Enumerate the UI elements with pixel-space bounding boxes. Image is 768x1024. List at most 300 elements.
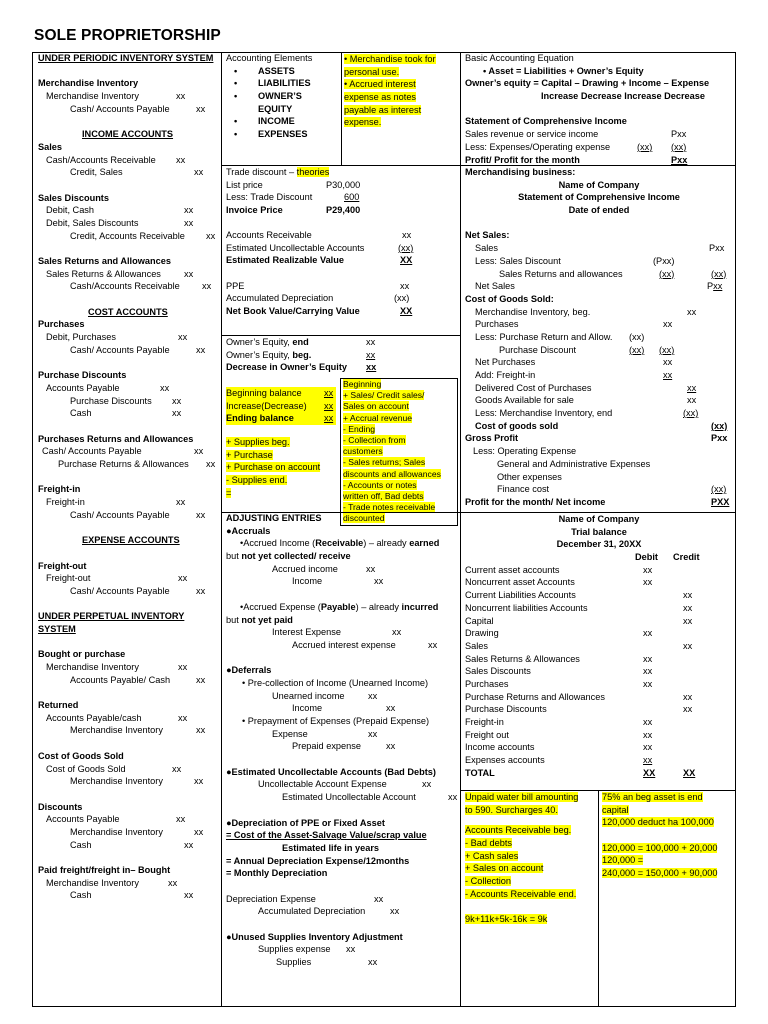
- journal-amount: xx: [202, 281, 212, 292]
- ar-note-line: [343, 469, 456, 480]
- adjusting-line: [226, 740, 458, 753]
- journal-line: [38, 521, 218, 534]
- asset-note-text: 120,000 = 100,000 + 20,000: [602, 842, 718, 853]
- journal-line: [38, 851, 218, 864]
- journal-line: [38, 115, 218, 128]
- equity-amount: xx: [366, 362, 377, 373]
- ar-note-line: [343, 446, 456, 457]
- trial-row: [465, 691, 733, 704]
- merch-line: [465, 496, 733, 509]
- adjusting-line: [226, 702, 458, 715]
- merch-line: [465, 432, 733, 445]
- supplies-section: [226, 436, 336, 499]
- journal-line: [38, 839, 218, 852]
- journal-line: [38, 509, 218, 522]
- supplies-line: [226, 461, 336, 474]
- merch-line: [465, 306, 733, 319]
- journal-amount: xx: [206, 230, 216, 241]
- trial-debit: xx: [643, 564, 653, 575]
- adjusting-line: [226, 550, 458, 563]
- ar-note-line: [343, 457, 456, 468]
- adjusting-text-bold: incurred: [401, 601, 439, 612]
- adjusting-text-bold: not yet collected/ receive: [241, 551, 351, 562]
- trial-debit: XX: [643, 767, 656, 778]
- owners-equity-section: [226, 336, 456, 374]
- merch-line: [465, 458, 733, 471]
- merch-amount: xx: [687, 395, 697, 406]
- company-name: Name of Company: [558, 179, 640, 190]
- journal-line: [38, 813, 218, 826]
- trial-row: [465, 665, 733, 678]
- journal-line: [38, 217, 218, 230]
- ar-note-text: - Accounts or notes: [343, 479, 417, 490]
- ar-note-text: - Sales returns; Sales: [343, 457, 426, 468]
- merch-amount: Pxx: [707, 281, 723, 292]
- adjusting-text-part: ) – already: [355, 601, 402, 612]
- sci-amount: (xx): [637, 141, 653, 152]
- journal-account: Paid freight/freight in– Bought: [38, 865, 171, 875]
- merch-label: Purchases: [475, 319, 519, 330]
- merch-label: Goods Available for sale: [475, 395, 574, 406]
- trade-line: [226, 166, 456, 179]
- element-label: EQUITY: [258, 103, 293, 114]
- journal-line: [38, 826, 218, 839]
- ar-note-text: discounted: [343, 513, 385, 524]
- journal-line: [38, 154, 218, 167]
- equity-label: Owner’s Equity, beg.: [226, 349, 312, 360]
- note-line: [344, 116, 456, 129]
- journal-amount: xx: [184, 205, 194, 216]
- ar-calc-text: Accounts Receivable beg.: [465, 825, 572, 836]
- ar-calc-line: [465, 901, 597, 914]
- adjusting-text: Income: [292, 576, 323, 587]
- merch-label: Other expenses: [497, 471, 562, 482]
- journal-line: [38, 712, 218, 725]
- journal-account: Merchandise Inventory: [38, 78, 139, 89]
- journal-line: [38, 141, 218, 154]
- adjusting-line: [226, 867, 458, 880]
- ar-note-text: - Ending: [343, 423, 376, 434]
- journal-line: [38, 750, 218, 763]
- page-title: SOLE PROPRIETORSHIP: [34, 27, 221, 44]
- journal-account: Accounts Payable/ Cash: [70, 674, 171, 685]
- adjusting-text: • Pre-collection of Income (Unearned Income): [242, 677, 429, 688]
- adjusting-line: [226, 525, 458, 538]
- adjusting-text: Unearned income: [272, 690, 345, 701]
- journal-amount: xx: [176, 814, 186, 825]
- note-line: [344, 104, 456, 117]
- journal-line: [38, 280, 218, 293]
- valuation-line: [226, 229, 456, 242]
- trial-account: Sales Returns & Allowances: [465, 653, 580, 664]
- trial-row: [465, 716, 733, 729]
- adjusting-text: Supplies: [276, 957, 312, 968]
- valuation-amount: xx: [402, 230, 412, 240]
- asset-note-line: [602, 829, 734, 842]
- journal-line: [38, 192, 218, 205]
- journal-amount: xx: [168, 877, 178, 888]
- merch-label: Net Sales: [475, 281, 515, 292]
- adjusting-line: [226, 931, 458, 944]
- asset-note-text: 75% an beg asset is end: [602, 792, 703, 802]
- adjusting-line: [226, 677, 458, 690]
- merch-label: General and Administrative Expenses: [497, 458, 651, 469]
- journal-account: Cost of Goods Sold: [38, 750, 124, 761]
- trial-credit: xx: [683, 704, 693, 715]
- ar-note-line: [343, 379, 456, 390]
- journal-line: [38, 737, 218, 750]
- valuation-amount: xx: [400, 280, 410, 291]
- adjusting-text: Interest Expense: [272, 627, 341, 638]
- journal-line: [38, 598, 218, 611]
- journal-line: [38, 445, 218, 458]
- supplies-text: - Supplies end.: [226, 475, 288, 486]
- journal-line: [38, 572, 218, 585]
- journal-account: Purchases: [38, 319, 85, 330]
- element-item: [226, 103, 338, 116]
- note-line: [344, 91, 456, 104]
- adjusting-line: [226, 842, 458, 855]
- trade-line: [226, 204, 456, 217]
- spacer: [465, 816, 597, 824]
- equation-direction-labels: Increase Decrease Increase Decrease: [541, 91, 705, 102]
- merch-label: Net Purchases: [475, 357, 536, 368]
- journal-account: Merchandise Inventory: [70, 776, 163, 787]
- merch-label: Less: Sales Discount: [475, 255, 561, 266]
- trial-debit: xx: [643, 678, 653, 689]
- trial-row: [465, 589, 733, 602]
- note-text: • Merchandise took for: [344, 54, 436, 64]
- journal-account: Merchandise Inventory: [70, 725, 163, 736]
- valuation-label: Accumulated Depreciation: [226, 293, 334, 304]
- asset-note-text: capital: [602, 804, 629, 815]
- adjusting-line: [226, 614, 458, 627]
- journal-amount: xx: [172, 395, 182, 406]
- journal-account: Freight-out: [38, 560, 87, 571]
- journal-line: [38, 699, 218, 712]
- journal-line: [38, 661, 218, 674]
- ar-note-text: Sales on account: [343, 401, 409, 412]
- adjusting-text: •Accrued Expense (Payable) – already incurred: [240, 601, 439, 612]
- adjusting-text: Expense: [272, 728, 308, 739]
- journal-line: [38, 407, 218, 420]
- supplies-text: + Purchase: [226, 449, 273, 460]
- adjusting-text: Accrued interest expense: [292, 639, 396, 650]
- note-text: payable as interest: [344, 104, 422, 115]
- journal-account: Merchandise Inventory: [46, 91, 139, 102]
- trade-discount-section: [226, 166, 456, 217]
- trial-column-headers: [465, 551, 733, 564]
- adjusting-text-bold: not yet paid: [241, 614, 293, 625]
- trial-company-name: Name of Company: [558, 514, 640, 524]
- supplies-text: + Purchase on account: [226, 462, 321, 473]
- supplies-text: + Supplies beg.: [226, 437, 290, 447]
- water-note-text: to 590. Surcharges 40.: [465, 804, 558, 815]
- ar-calc-line: [465, 850, 597, 863]
- adjusting-line: [226, 690, 458, 703]
- adjusting-line: [226, 766, 458, 779]
- ar-note-text: - Trade notes receivable: [343, 502, 436, 513]
- ar-calc-line: [465, 875, 597, 888]
- adjusting-text-bold: Payable: [320, 601, 356, 612]
- accounting-elements: [226, 52, 338, 141]
- trial-credit: xx: [683, 640, 693, 651]
- journal-amount: xx: [172, 408, 182, 419]
- journal-line: [38, 724, 218, 737]
- trial-account: Sales Discounts: [465, 666, 531, 677]
- journal-line: [38, 636, 218, 649]
- sci-line: [465, 154, 733, 167]
- balance-highlight: [226, 387, 336, 400]
- journal-amount: xx: [184, 890, 194, 901]
- journal-line: [38, 382, 218, 395]
- divider: [221, 52, 222, 1007]
- journal-line: [38, 686, 218, 699]
- journal-amount: xx: [196, 344, 206, 355]
- journal-line: [38, 674, 218, 687]
- merch-amount: xx: [663, 319, 673, 330]
- adjusting-line: [226, 791, 458, 804]
- journal-line: [38, 395, 218, 408]
- journal-account: Discounts: [38, 801, 83, 812]
- journal-line: [38, 433, 218, 446]
- adjusting-text: Income: [292, 703, 323, 714]
- basic-equation-line: • Asset = Liabilities + Owner’s Equity: [483, 65, 644, 76]
- ar-calc-line: [465, 862, 597, 875]
- adjusting-line: [226, 804, 458, 817]
- adjusting-line: [226, 855, 458, 868]
- adjusting-amount: xx: [386, 703, 396, 714]
- trial-account: Freight-in: [465, 717, 504, 727]
- merchandise-note: [344, 53, 456, 129]
- bullet-icon: •: [234, 91, 238, 102]
- merch-line: [465, 255, 733, 268]
- journal-line: [38, 179, 218, 192]
- periodic-perpetual-journal-column: [38, 52, 218, 902]
- journal-account: Merchandise Inventory: [70, 826, 163, 837]
- adjusting-amount: xx: [366, 563, 376, 574]
- merch-label: Purchase Discount: [499, 344, 577, 355]
- sci-label: Profit/ Profit for the month: [465, 154, 580, 165]
- journal-amount: xx: [196, 725, 206, 736]
- balance-amount: xx: [324, 400, 334, 411]
- journal-amount: xx: [184, 839, 194, 850]
- trial-credit: XX: [683, 767, 696, 778]
- journal-amount: xx: [184, 217, 194, 228]
- merch-line: [465, 394, 733, 407]
- journal-line: [38, 77, 218, 90]
- element-item: [226, 115, 338, 128]
- adjusting-amount: xx: [368, 728, 378, 739]
- journal-line: [38, 369, 218, 382]
- valuation-line: [226, 292, 456, 305]
- trial-account: Freight out: [465, 729, 509, 740]
- merch-amount: Pxx: [709, 243, 725, 254]
- merch-label: Cost of Goods Sold:: [465, 293, 554, 304]
- journal-line: [38, 496, 218, 509]
- journal-amount: xx: [176, 154, 186, 165]
- journal-account: Cost of Goods Sold: [46, 763, 126, 774]
- journal-amount: xx: [196, 509, 206, 520]
- adjusting-text-part: ) – already: [363, 538, 410, 549]
- asset-note-text: 120,000 deduct ha 100,000: [602, 817, 714, 828]
- merch-label: Cost of goods sold: [475, 420, 559, 431]
- journal-account: Returned: [38, 700, 79, 711]
- adjusting-line: [226, 728, 458, 741]
- asset-note-line: [602, 816, 734, 829]
- trial-row: [465, 627, 733, 640]
- trial-debit: xx: [643, 666, 653, 677]
- bullet-icon: •: [234, 65, 238, 76]
- trial-row: [465, 602, 733, 615]
- journal-amount: xx: [178, 573, 188, 584]
- valuation-label: Estimated Uncollectable Accounts: [226, 242, 365, 253]
- trial-debit: xx: [643, 729, 653, 740]
- journal-account: Freight-in: [46, 497, 85, 508]
- journal-line: [38, 52, 218, 65]
- adjusting-amount: xx: [368, 690, 378, 701]
- merch-amount: xx: [687, 306, 697, 317]
- statement-date: Date of ended: [568, 205, 630, 216]
- journal-account: EXPENSE ACCOUNTS: [82, 535, 180, 546]
- journal-line: [38, 166, 218, 179]
- adjusting-amount: xx: [374, 893, 384, 904]
- adjusting-text-bold: earned: [409, 538, 440, 549]
- trial-debit: xx: [643, 717, 653, 727]
- journal-amount: xx: [194, 446, 204, 457]
- ar-note-text: written off, Bad debts: [343, 490, 424, 501]
- merchandising-heading: Merchandising business:: [465, 167, 576, 177]
- asset-note-line: [602, 842, 734, 855]
- adjusting-line: [226, 817, 458, 830]
- merch-amount: (xx): [659, 268, 675, 279]
- trial-account: Purchase Returns and Allowances: [465, 691, 605, 702]
- journal-amount: xx: [178, 712, 188, 723]
- journal-line: [38, 103, 218, 116]
- journal-line: [38, 585, 218, 598]
- balance-label: Increase(Decrease): [226, 400, 307, 411]
- asset-note-line: [602, 791, 734, 804]
- trial-debit: xx: [643, 628, 653, 639]
- sci-amount: Pxx: [671, 129, 687, 140]
- journal-account: SYSTEM: [38, 623, 76, 634]
- adjusting-text: Prepaid expense: [292, 741, 361, 752]
- merch-label: Less: Operating Expense: [473, 446, 577, 457]
- journal-line: [38, 534, 218, 547]
- journal-amount: xx: [194, 776, 204, 787]
- ar-note-line: [343, 491, 456, 502]
- merch-amount: xx: [663, 357, 673, 368]
- merch-label: Sales: [475, 243, 498, 254]
- trade-line: [226, 179, 456, 192]
- merch-amount: (xx): [683, 408, 699, 419]
- merch-amount: xx: [687, 382, 697, 393]
- element-label: EXPENSES: [258, 129, 308, 140]
- trial-account: Purchase Discounts: [465, 704, 547, 715]
- merch-label: Less: Merchandise Inventory, end: [475, 408, 613, 419]
- journal-amount: xx: [196, 674, 206, 685]
- supplies-text: =: [226, 487, 232, 498]
- journal-account: Sales: [38, 141, 63, 152]
- merch-line: [465, 229, 733, 242]
- trial-account: Current asset accounts: [465, 564, 560, 575]
- equity-line: [226, 349, 456, 362]
- trial-account: Noncurrent asset Accounts: [465, 577, 575, 588]
- water-bill-note: [465, 791, 597, 926]
- adjusting-line: [226, 652, 458, 665]
- merch-amount: xx: [663, 370, 673, 380]
- ar-note-text: - Collection from: [343, 434, 406, 445]
- journal-account: UNDER PERPETUAL INVENTORY: [38, 611, 185, 622]
- journal-account: Accounts Payable: [46, 382, 120, 393]
- sci-amount: (xx): [671, 141, 687, 152]
- journal-line: [38, 420, 218, 433]
- ar-note-text: customers: [343, 446, 383, 457]
- journal-account: Cash/ Accounts Payable: [42, 446, 142, 457]
- adjusting-amount: xx: [428, 639, 438, 650]
- valuation-line: [226, 280, 456, 293]
- adjusting-line: [226, 778, 458, 791]
- journal-account: Cash/ Accounts Payable: [70, 103, 170, 114]
- trial-date: December 31, 20XX: [556, 539, 642, 550]
- trade-amount: P29,400: [326, 205, 361, 216]
- trial-account: Noncurrent liabilities Accounts: [465, 602, 588, 613]
- adjusting-text: ●Depreciation of PPE or Fixed Asset: [226, 817, 385, 828]
- adjusting-line: [226, 715, 458, 728]
- journal-account: Debit, Sales Discounts: [46, 217, 139, 228]
- journal-account: UNDER PERIODIC INVENTORY SYSTEM: [38, 53, 214, 63]
- trade-label: Invoice Price: [226, 205, 283, 216]
- journal-line: [38, 306, 218, 319]
- element-label: INCOME: [258, 116, 295, 127]
- adjusting-line: [226, 893, 458, 906]
- trial-credit: xx: [683, 602, 693, 613]
- journal-account: Cash: [70, 890, 92, 901]
- basic-equation-heading: Basic Accounting Equation: [465, 53, 574, 63]
- merch-amount: (xx): [659, 344, 675, 355]
- journal-line: [38, 255, 218, 268]
- balance-label: Beginning balance: [226, 388, 302, 398]
- trial-debit: xx: [643, 742, 653, 753]
- balance-line: [226, 412, 338, 425]
- adjusting-text: Depreciation Expense: [226, 893, 316, 904]
- bullet-icon: •: [234, 129, 238, 140]
- trial-row: [465, 703, 733, 716]
- trial-row: [465, 615, 733, 628]
- trial-row: [465, 729, 733, 742]
- valuation-label: Accounts Receivable: [226, 230, 312, 240]
- trial-row: [465, 767, 733, 780]
- journal-account: Merchandise Inventory: [46, 662, 139, 672]
- ar-note-line: [343, 424, 456, 435]
- water-note-text: Unpaid water bill amounting: [465, 792, 579, 802]
- equity-label: Decrease in Owner’s Equity: [226, 362, 348, 373]
- supplies-line: [226, 474, 336, 487]
- sci-amount: Pxx: [671, 154, 688, 165]
- journal-line: [38, 763, 218, 776]
- journal-amount: xx: [194, 826, 204, 837]
- asset-note-text: 120,000 =: [602, 855, 644, 866]
- journal-line: [38, 268, 218, 281]
- trial-row: [465, 640, 733, 653]
- journal-line: [38, 471, 218, 484]
- supplies-line: [226, 449, 336, 462]
- note-line: [344, 78, 456, 91]
- merch-label: Gross Profit: [465, 433, 519, 444]
- adjusting-text: ●Estimated Uncollectable Accounts (Bad Debts): [226, 766, 436, 777]
- note-text: • Accrued interest: [344, 79, 416, 90]
- asset-note-text: 240,000 = 150,000 + 90,000: [602, 868, 718, 879]
